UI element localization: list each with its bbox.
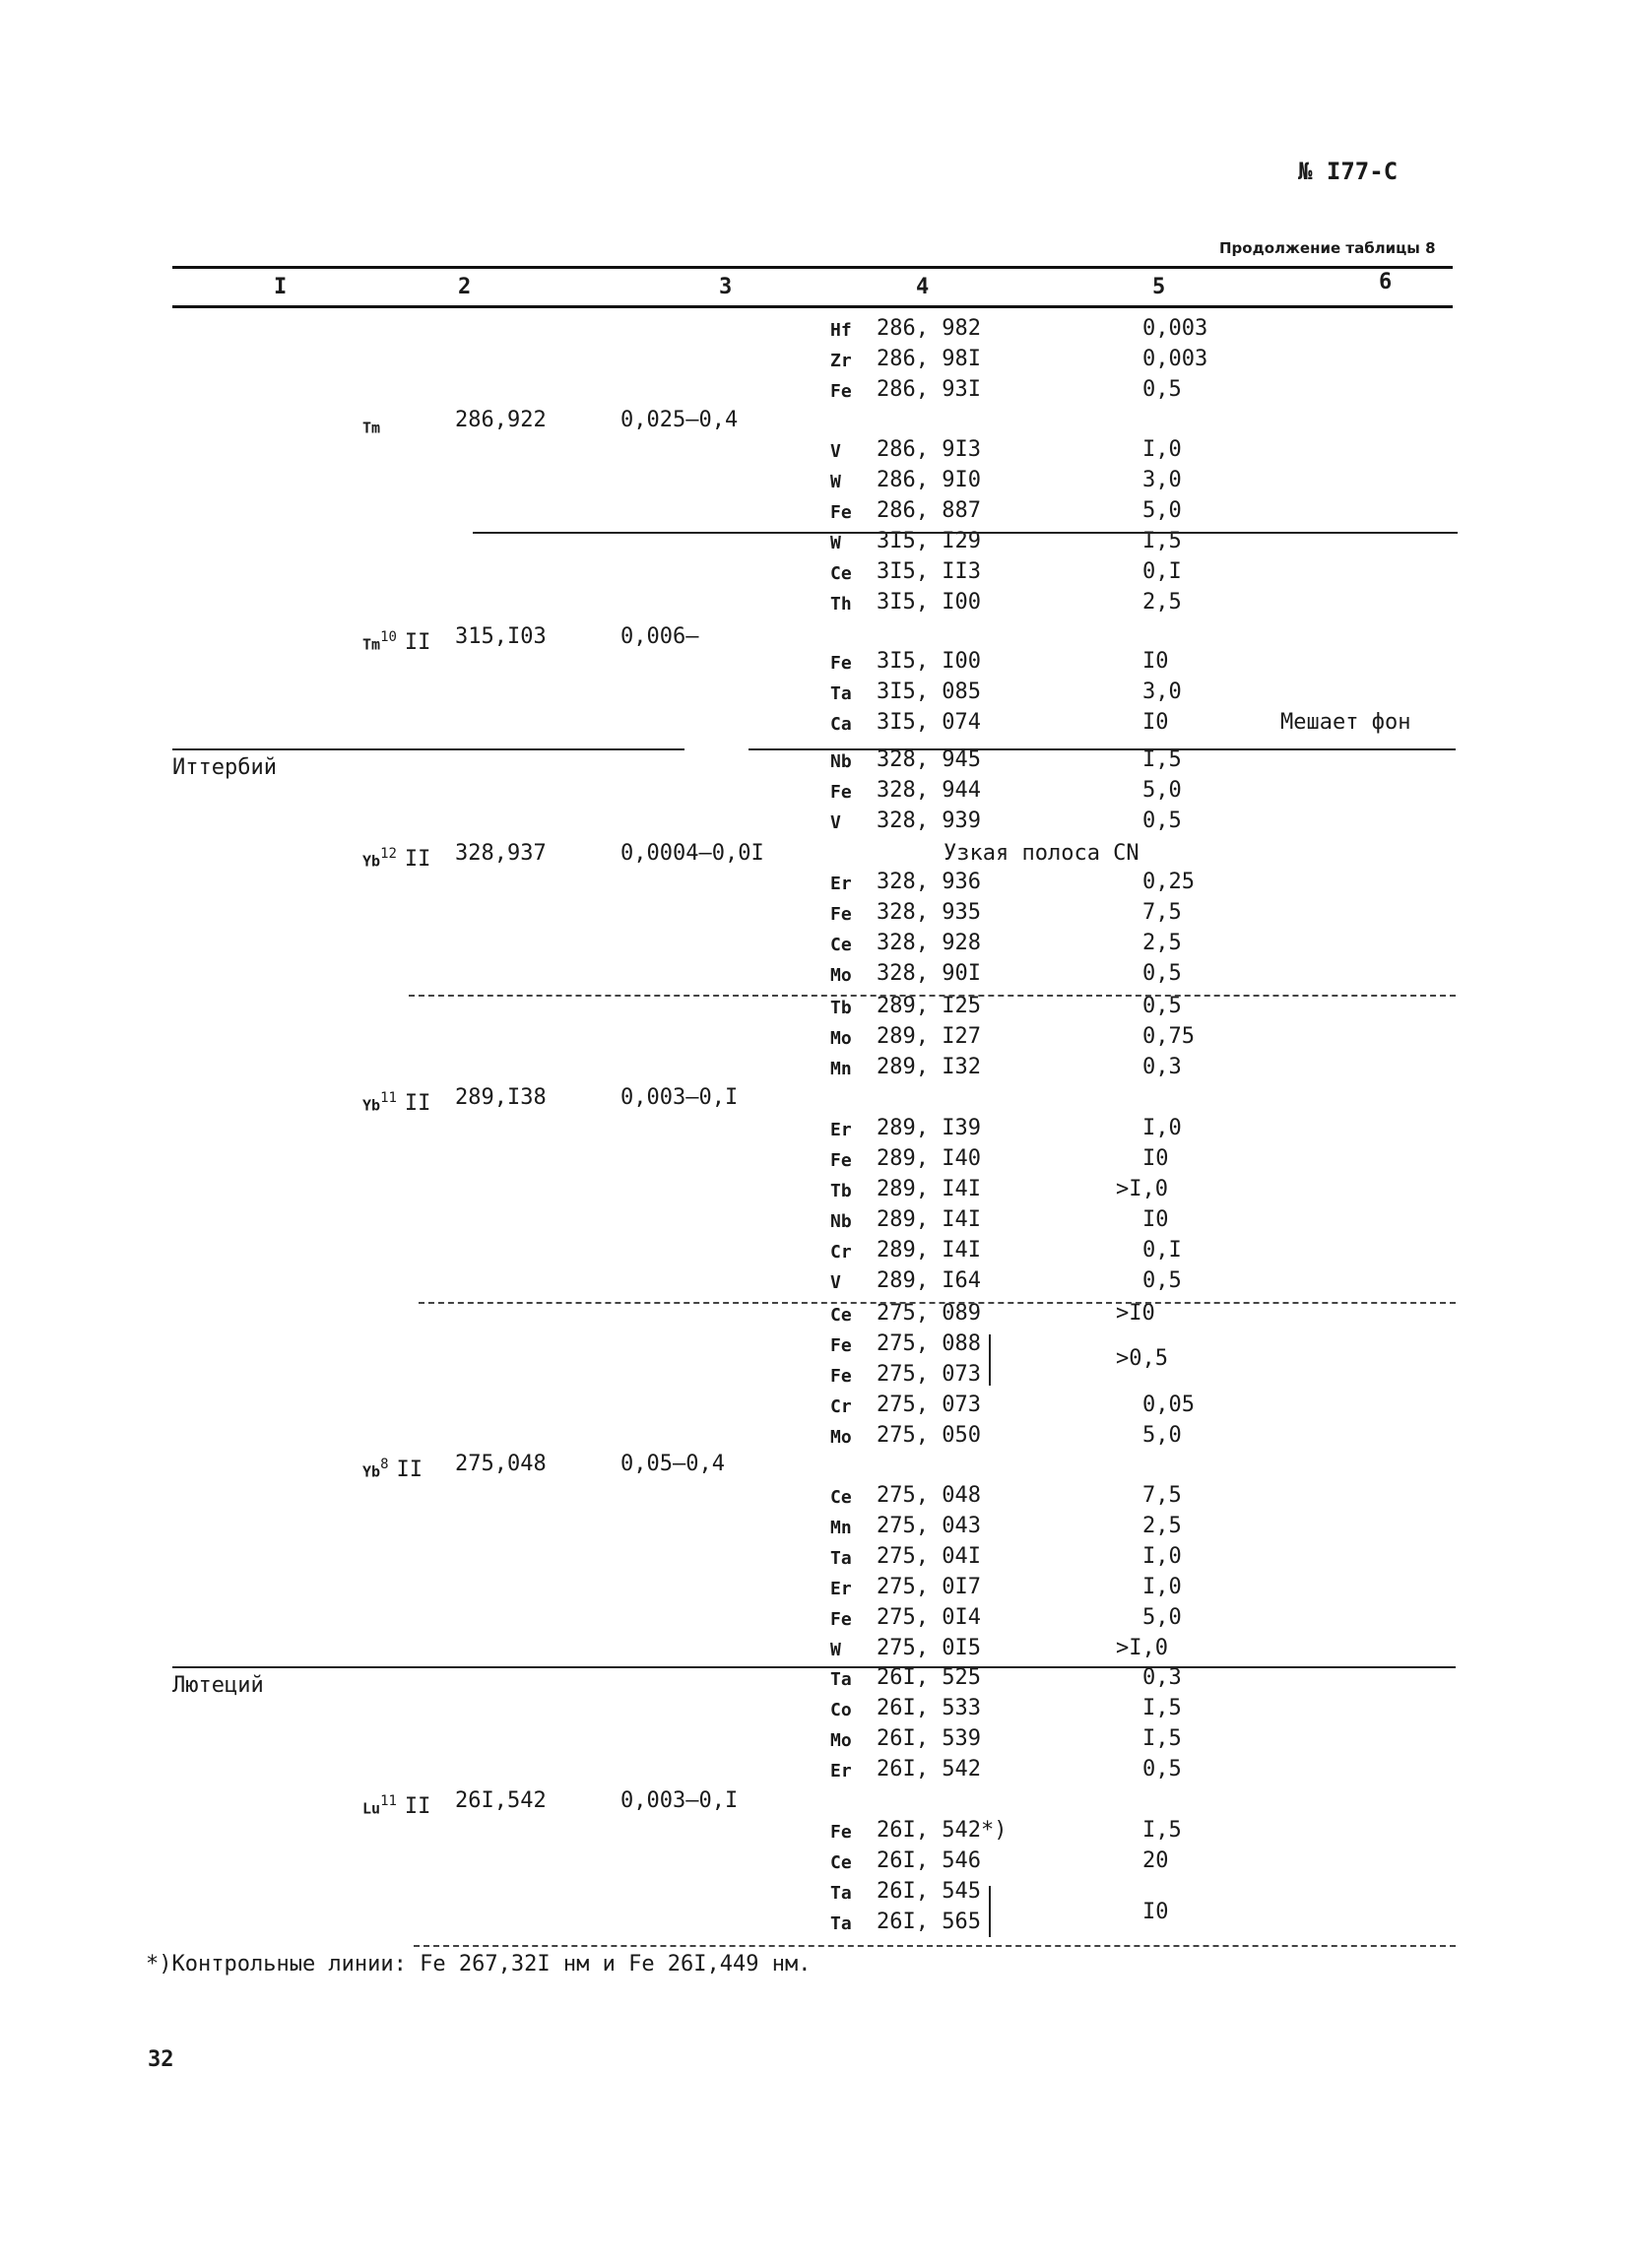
interfering-element: W [830, 533, 841, 553]
element-symbol: Lu [362, 1799, 381, 1818]
interfering-wavelength: 289, I4I [877, 1207, 981, 1232]
ratio-value: I,0 [1142, 1575, 1182, 1599]
interfering-element: Fe [830, 1822, 852, 1843]
element-name-lutetium: Лютеций [172, 1673, 264, 1698]
element-symbol: Tm [362, 635, 381, 654]
ratio-value: 0,3 [1142, 1055, 1182, 1079]
ionization-stage: II [404, 1794, 431, 1820]
interfering-element: Ce [830, 563, 852, 584]
ratio-value: 3,0 [1142, 468, 1182, 492]
group-value: >0,5 [1116, 1346, 1168, 1371]
ratio-value: 2,5 [1142, 931, 1182, 955]
narrow-band-note: Узкая полоса CN [944, 841, 1140, 866]
section-rule [172, 1666, 1456, 1668]
ratio-value: >I,0 [1116, 1636, 1168, 1660]
interfering-element: Mo [830, 1427, 852, 1448]
interfering-element: Er [830, 1120, 852, 1140]
ratio-value: I0 [1142, 1146, 1169, 1171]
interfering-wavelength: 328, 939 [877, 809, 981, 833]
ratio-value: >I0 [1116, 1301, 1155, 1326]
concentration-range: 0,003–0,I [620, 1085, 739, 1110]
ratio-value: 5,0 [1142, 498, 1182, 523]
ratio-value: I,0 [1142, 1116, 1182, 1140]
interfering-element: Ta [830, 1913, 852, 1934]
concentration-range: 0,025–0,4 [620, 408, 739, 432]
interfering-wavelength: 275, 048 [877, 1483, 981, 1508]
analytical-line-symbol [362, 1453, 423, 1483]
interfering-wavelength: 286, 982 [877, 316, 981, 341]
ionization-stage: II [404, 630, 431, 656]
interfering-element: Ce [830, 1487, 852, 1508]
interfering-element: Mn [830, 1059, 852, 1079]
section-rule [172, 748, 684, 750]
ratio-value: 0,05 [1142, 1393, 1195, 1417]
table-top-rule [172, 266, 1453, 269]
interfering-element: Fe [830, 1366, 852, 1387]
interfering-wavelength: 3I5, 085 [877, 680, 981, 704]
interfering-element: Tb [830, 998, 852, 1018]
background-note: Мешает фон [1280, 710, 1411, 735]
interfering-element: Th [830, 594, 852, 615]
concentration-range: 0,003–0,I [620, 1788, 739, 1813]
group-brace [983, 1334, 991, 1386]
interfering-element: Hf [830, 320, 852, 341]
interfering-wavelength: 275, 04I [877, 1544, 981, 1569]
line-superscript: 8 [380, 1457, 389, 1472]
interfering-wavelength: 286, 98I [877, 347, 981, 371]
interfering-element: Mn [830, 1518, 852, 1538]
analytical-line-symbol [362, 1086, 430, 1117]
analytical-line-symbol [362, 625, 430, 656]
ratio-value: 3,0 [1142, 680, 1182, 704]
analytical-line-symbol [362, 1789, 430, 1820]
interfering-wavelength: 275, 0I4 [877, 1605, 981, 1630]
interfering-element: V [830, 1272, 841, 1293]
interfering-wavelength: 328, 935 [877, 900, 981, 925]
interfering-wavelength: 3I5, II3 [877, 559, 981, 584]
interfering-wavelength: 286, 93I [877, 377, 981, 402]
analytical-wavelength: 26I,542 [455, 1788, 547, 1813]
ratio-value: I,5 [1142, 1726, 1182, 1751]
interfering-element: Ce [830, 1852, 852, 1873]
interfering-wavelength: 275, 073 [877, 1393, 981, 1417]
column-header-6: 6 [1379, 270, 1393, 294]
interfering-element: Ca [830, 714, 852, 735]
analytical-wavelength: 286,922 [455, 408, 547, 432]
ratio-value: I,0 [1142, 1544, 1182, 1569]
element-symbol: Yb [362, 1096, 381, 1115]
interfering-element: V [830, 812, 841, 833]
ratio-value: I,5 [1142, 1696, 1182, 1720]
ratio-value: 0,5 [1142, 809, 1182, 833]
ratio-value: 5,0 [1142, 778, 1182, 803]
interfering-wavelength: 275, 0I5 [877, 1636, 981, 1660]
ratio-value: 20 [1142, 1848, 1169, 1873]
interfering-element: Ta [830, 1548, 852, 1569]
interfering-wavelength: 275, 088 [877, 1331, 981, 1356]
concentration-range: 0,006– [620, 624, 699, 649]
interfering-wavelength: 328, 944 [877, 778, 981, 803]
column-header-2: 2 [458, 275, 472, 299]
group-brace [983, 1886, 991, 1937]
interfering-wavelength: 3I5, I00 [877, 590, 981, 615]
interfering-element: Mo [830, 1028, 852, 1049]
interfering-wavelength: 275, 0I7 [877, 1575, 981, 1599]
interfering-element: Er [830, 1579, 852, 1599]
interfering-wavelength: 328, 928 [877, 931, 981, 955]
ratio-value: I,0 [1142, 437, 1182, 462]
interfering-element: W [830, 1640, 841, 1660]
interfering-wavelength: 328, 90I [877, 961, 981, 986]
interfering-wavelength: 26I, 542*) [877, 1818, 1008, 1843]
ratio-value: 5,0 [1142, 1423, 1182, 1448]
interfering-element: Ta [830, 1669, 852, 1690]
ratio-value: 0,5 [1142, 377, 1182, 402]
interfering-element: Fe [830, 653, 852, 674]
interfering-element: Cr [830, 1242, 852, 1263]
analytical-wavelength: 328,937 [455, 841, 547, 866]
column-header-1: I [274, 275, 288, 299]
interfering-wavelength: 26I, 565 [877, 1910, 981, 1934]
interfering-wavelength: 289, I40 [877, 1146, 981, 1171]
ratio-value: I,5 [1142, 1818, 1182, 1843]
ratio-value: I0 [1142, 649, 1169, 674]
interfering-element: Fe [830, 1335, 852, 1356]
line-superscript: 11 [380, 1793, 397, 1809]
interfering-wavelength: 286, 887 [877, 498, 981, 523]
column-header-5: 5 [1152, 275, 1166, 299]
ratio-value: >I,0 [1116, 1177, 1168, 1201]
section-rule [749, 748, 1456, 750]
interfering-wavelength: 289, I27 [877, 1024, 981, 1049]
ratio-value: 0,I [1142, 559, 1182, 584]
interfering-wavelength: 289, I32 [877, 1055, 981, 1079]
ratio-value: 0,75 [1142, 1024, 1195, 1049]
ionization-stage: II [404, 1091, 431, 1117]
table-bottom-rule [414, 1945, 1456, 1947]
interfering-wavelength: 328, 945 [877, 747, 981, 772]
ratio-value: 0,5 [1142, 1268, 1182, 1293]
interfering-element: Cr [830, 1396, 852, 1417]
interfering-wavelength: 26I, 533 [877, 1696, 981, 1720]
interfering-wavelength: 289, I64 [877, 1268, 981, 1293]
interfering-wavelength: 26I, 542 [877, 1757, 981, 1782]
element-symbol: Tm [362, 419, 381, 437]
concentration-range: 0,05–0,4 [620, 1452, 725, 1476]
ratio-value: 0,5 [1142, 961, 1182, 986]
interfering-element: Er [830, 874, 852, 894]
interfering-element: Fe [830, 1609, 852, 1630]
interfering-element: Tb [830, 1181, 852, 1201]
ratio-value: 2,5 [1142, 590, 1182, 615]
interfering-wavelength: 286, 9I3 [877, 437, 981, 462]
ratio-value: I,5 [1142, 529, 1182, 553]
footnote: *)Контрольные линии: Fe 267,32I нм и Fe 26I,449 нм. [146, 1952, 812, 1976]
interfering-wavelength: 26I, 545 [877, 1879, 981, 1904]
interfering-element: Zr [830, 351, 852, 371]
interfering-element: Ta [830, 1883, 852, 1904]
ratio-value: 7,5 [1142, 1483, 1182, 1508]
concentration-range: 0,0004–0,0I [620, 841, 764, 866]
interfering-element: W [830, 472, 841, 492]
ratio-value: 7,5 [1142, 900, 1182, 925]
interfering-wavelength: 275, 073 [877, 1362, 981, 1387]
interfering-wavelength: 3I5, I29 [877, 529, 981, 553]
ratio-value: 0,003 [1142, 347, 1208, 371]
ratio-value: 0,003 [1142, 316, 1208, 341]
ratio-value: 0,25 [1142, 870, 1195, 894]
interfering-element: Fe [830, 782, 852, 803]
interfering-wavelength: 289, I4I [877, 1238, 981, 1263]
table-header-rule [172, 305, 1453, 308]
interfering-element: Fe [830, 502, 852, 523]
interfering-element: Fe [830, 904, 852, 925]
ratio-value: I0 [1142, 1207, 1169, 1232]
ratio-value: 0,5 [1142, 994, 1182, 1018]
analytical-line-symbol [362, 842, 430, 873]
ratio-value: 0,5 [1142, 1757, 1182, 1782]
interfering-element: Ta [830, 683, 852, 704]
element-symbol: Yb [362, 852, 381, 871]
ionization-stage: II [404, 847, 431, 873]
ratio-value: 5,0 [1142, 1605, 1182, 1630]
interfering-wavelength: 275, 089 [877, 1301, 981, 1326]
interfering-element: Mo [830, 1730, 852, 1751]
section-rule [409, 995, 1456, 997]
interfering-wavelength: 289, I39 [877, 1116, 981, 1140]
section-rule [419, 1302, 1456, 1304]
line-superscript: 12 [380, 846, 397, 862]
ratio-value: I,5 [1142, 747, 1182, 772]
page-number: 32 [148, 2047, 174, 2072]
interfering-wavelength: 26I, 546 [877, 1848, 981, 1873]
interfering-element: Co [830, 1700, 852, 1720]
interfering-wavelength: 286, 9I0 [877, 468, 981, 492]
interfering-wavelength: 289, I25 [877, 994, 981, 1018]
interfering-wavelength: 26I, 539 [877, 1726, 981, 1751]
element-symbol: Yb [362, 1462, 381, 1481]
table-continuation-label: Продолжение таблицы 8 [1219, 239, 1436, 257]
ratio-value: 2,5 [1142, 1514, 1182, 1538]
document-number: № I77-С [1298, 158, 1399, 185]
column-header-3: 3 [719, 275, 733, 299]
element-name-ytterbium: Иттербий [172, 755, 277, 780]
interfering-element: Er [830, 1761, 852, 1782]
line-superscript: 10 [380, 629, 397, 645]
interfering-wavelength: 328, 936 [877, 870, 981, 894]
ratio-value: 0,3 [1142, 1665, 1182, 1690]
analytical-line-symbol [362, 409, 388, 439]
interfering-element: Fe [830, 1150, 852, 1171]
interfering-element: Mo [830, 965, 852, 986]
interfering-wavelength: 289, I4I [877, 1177, 981, 1201]
ionization-stage: II [396, 1458, 423, 1483]
interfering-wavelength: 3I5, I00 [877, 649, 981, 674]
interfering-element: Nb [830, 751, 852, 772]
ratio-value: I0 [1142, 710, 1169, 735]
analytical-wavelength: 275,048 [455, 1452, 547, 1476]
group-value: I0 [1142, 1900, 1169, 1924]
analytical-wavelength: 289,I38 [455, 1085, 547, 1110]
interfering-wavelength: 275, 050 [877, 1423, 981, 1448]
section-rule [473, 532, 1458, 534]
interfering-element: V [830, 441, 841, 462]
ratio-value: 0,I [1142, 1238, 1182, 1263]
analytical-wavelength: 315,I03 [455, 624, 547, 649]
interfering-element: Fe [830, 381, 852, 402]
interfering-element: Ce [830, 1305, 852, 1326]
interfering-wavelength: 26I, 525 [877, 1665, 981, 1690]
interfering-wavelength: 3I5, 074 [877, 710, 981, 735]
interfering-wavelength: 275, 043 [877, 1514, 981, 1538]
interfering-element: Nb [830, 1211, 852, 1232]
line-superscript: 11 [380, 1090, 397, 1106]
interfering-element: Ce [830, 935, 852, 955]
column-header-4: 4 [916, 275, 930, 299]
